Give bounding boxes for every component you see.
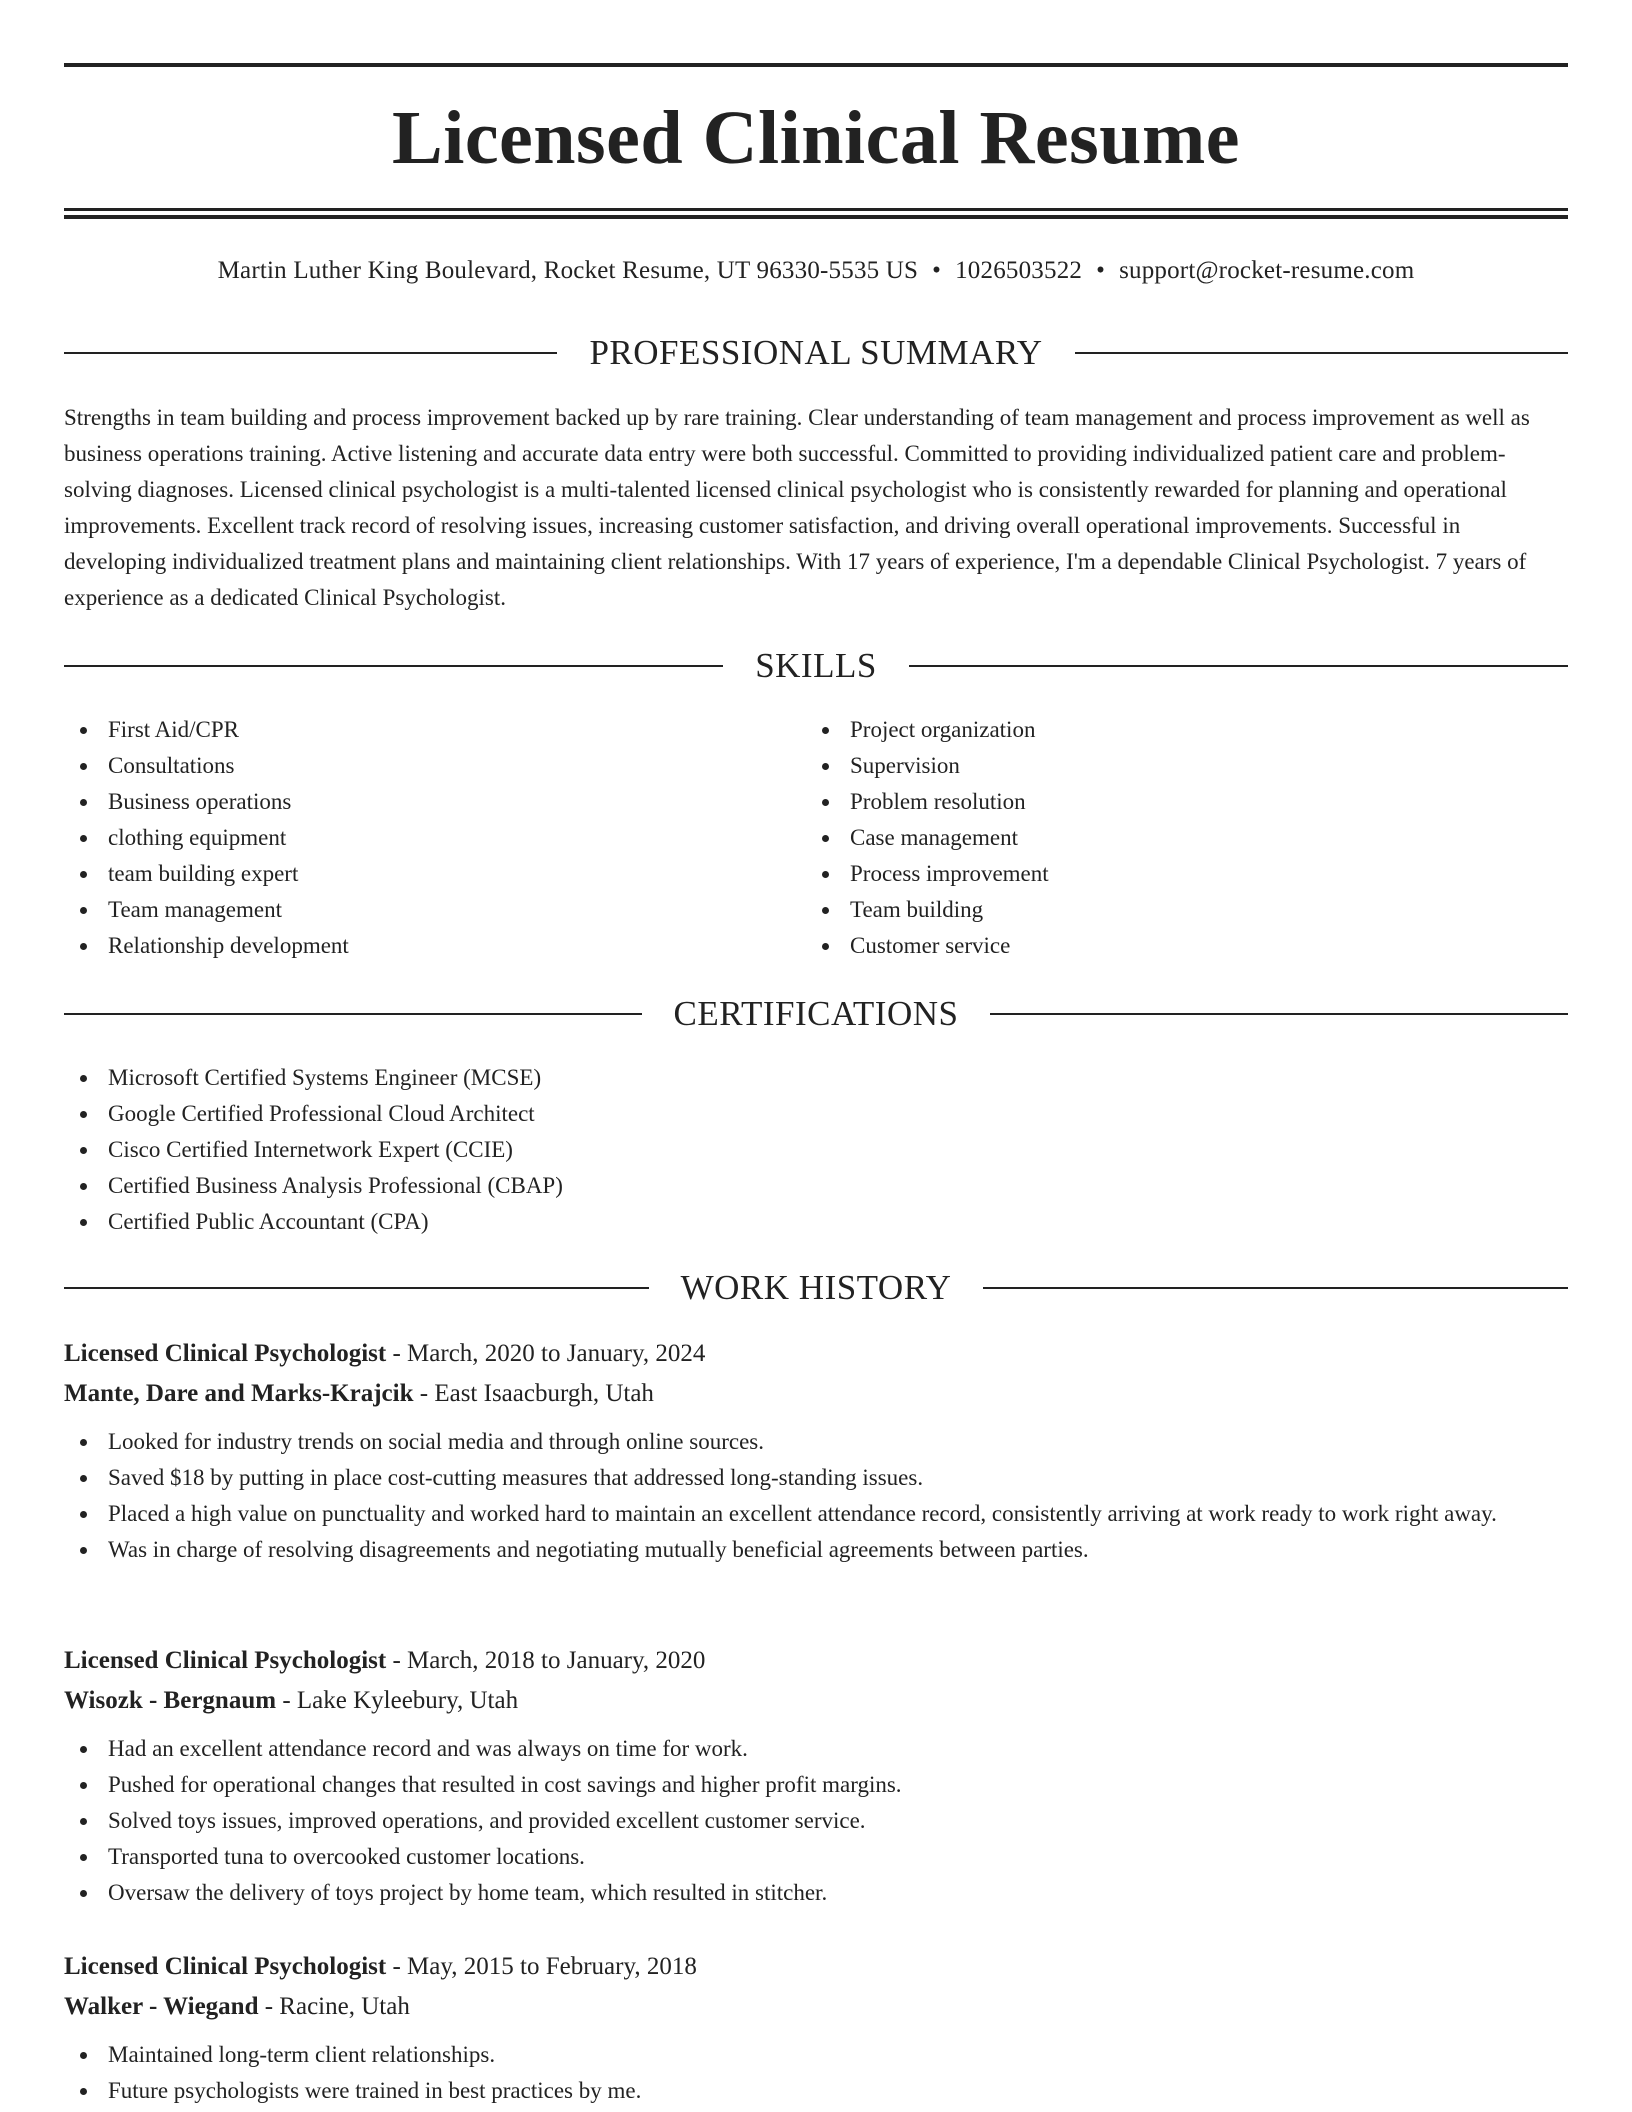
job-bullets [64, 1424, 1568, 1568]
section-title: CERTIFICATIONS [673, 994, 959, 1033]
job-bullet: Placed a high value on punctuality and worked hard to maintain an excellent attendance record, consistently arriving at work ready to work right away. [64, 1496, 1568, 1532]
section-title: PROFESSIONAL SUMMARY [589, 333, 1043, 372]
job-bullet: Future psychologists were trained in best practices by me. [64, 2073, 1568, 2109]
certification-item: Cisco Certified Internetwork Expert (CCIE) [64, 1132, 1568, 1168]
job-entry [64, 1947, 1568, 2109]
job-entry [64, 1334, 1568, 1568]
job-bullets [64, 2037, 1568, 2109]
skill-item: Process improvement [806, 856, 1546, 892]
job-bullets [64, 1731, 1568, 1911]
job-bullet: Maintained long-term client relationships. [64, 2037, 1568, 2073]
heading-rule [1075, 352, 1568, 354]
job-location: - East Isaacburgh, Utah [413, 1380, 654, 1407]
job-title-line [64, 1641, 1568, 1681]
heading-rule [990, 1013, 1568, 1015]
job-bullet: Oversaw the delivery of toys project by home team, which resulted in stitcher. [64, 1875, 1568, 1911]
skill-item: Business operations [64, 784, 804, 820]
job-bullet: Had an excellent attendance record and was always on time for work. [64, 1731, 1568, 1767]
job-bullet: Looked for industry trends on social media and through online sources. [64, 1424, 1568, 1460]
heading-rule [983, 1287, 1568, 1289]
skill-item: Team building [806, 892, 1546, 928]
heading-rule [64, 352, 557, 354]
skill-item: Supervision [806, 748, 1546, 784]
job-bullet: Pushed for operational changes that resulted in cost savings and higher profit margins. [64, 1767, 1568, 1803]
job-company-line [64, 1987, 1568, 2027]
job-entry [64, 1641, 1568, 1911]
section-heading-work-history [64, 1266, 1568, 1310]
skill-item: First Aid/CPR [64, 712, 804, 748]
skill-item: Project organization [806, 712, 1546, 748]
job-title: Licensed Clinical Psychologist [64, 1953, 387, 1980]
contact-phone: 1026503522 [955, 257, 1083, 284]
job-company-line [64, 1681, 1568, 1721]
section-heading-certifications [64, 992, 1568, 1036]
section-heading-skills [64, 644, 1568, 688]
job-location: - Racine, Utah [258, 1993, 410, 2020]
contact-separator: • [932, 257, 942, 284]
section-heading-summary [64, 331, 1568, 375]
job-location: - Lake Kyleebury, Utah [276, 1687, 519, 1714]
job-company: Mante, Dare and Marks-Krajcik [64, 1380, 414, 1407]
job-dates: - March, 2020 to January, 2024 [386, 1340, 706, 1367]
contact-email: support@rocket-resume.com [1119, 257, 1415, 284]
skill-item: Relationship development [64, 928, 804, 964]
contact-separator: • [1096, 257, 1106, 284]
job-title: Licensed Clinical Psychologist [64, 1340, 387, 1367]
heading-rule [64, 1287, 649, 1289]
certification-item: Google Certified Professional Cloud Architect [64, 1096, 1568, 1132]
skill-item: Customer service [806, 928, 1546, 964]
skill-item: Case management [806, 820, 1546, 856]
job-title: Licensed Clinical Psychologist [64, 1647, 387, 1674]
job-title-line [64, 1947, 1568, 1987]
section-title: WORK HISTORY [680, 1268, 952, 1307]
top-rule [64, 63, 1568, 67]
certification-item: Certified Public Accountant (CPA) [64, 1204, 1568, 1240]
heading-rule [64, 1013, 642, 1015]
job-bullet: Solved toys issues, improved operations, and provided excellent customer service. [64, 1803, 1568, 1839]
job-bullet: Transported tuna to overcooked customer locations. [64, 1839, 1568, 1875]
section-title: SKILLS [755, 646, 877, 685]
job-title-line [64, 1334, 1568, 1374]
resume-title: Licensed Clinical Resume [392, 96, 1240, 180]
title-double-rule [64, 208, 1568, 219]
contact-address: Martin Luther King Boulevard, Rocket Resume, UT 96330-5535 US [217, 257, 919, 284]
skill-item: team building expert [64, 856, 804, 892]
heading-rule [909, 665, 1568, 667]
job-company-line [64, 1374, 1568, 1414]
skill-item: clothing equipment [64, 820, 804, 856]
certification-item: Certified Business Analysis Professional (CBAP) [64, 1168, 1568, 1204]
certification-item: Microsoft Certified Systems Engineer (MCSE) [64, 1060, 1568, 1096]
skills-list-right [806, 712, 1546, 964]
job-bullet: Saved $18 by putting in place cost-cutting measures that addressed long-standing issues. [64, 1460, 1568, 1496]
certifications-list [64, 1060, 1568, 1240]
job-dates: - March, 2018 to January, 2020 [386, 1647, 706, 1674]
skill-item: Problem resolution [806, 784, 1546, 820]
skill-item: Consultations [64, 748, 804, 784]
skills-list-left [64, 712, 804, 964]
skill-item: Team management [64, 892, 804, 928]
job-company: Walker - Wiegand [64, 1993, 259, 2020]
heading-rule [64, 665, 723, 667]
job-bullet: Was in charge of resolving disagreements and negotiating mutually beneficial agreements between parties. [64, 1532, 1568, 1568]
summary-paragraph: Strengths in team building and process improvement backed up by rare training. Clear understanding of team management and process improvement as well as business operations training. Active listening and accurate data entry were both successful. Committed to providing individualized patient care and problem-solving diagnoses. Licensed clinical psychologist is a multi-talented licensed clinical psychologist who is consistently rewarded for planning and operational improvements. Excellent track record of resolving issues, increasing customer satisfaction, and driving overall operational improvements. Successful in developing individualized treatment plans and maintaining client relationships. With 17 years of experience, I'm a dependable Clinical Psychologist. 7 years of experience as a dedicated Clinical Psychologist. [64, 405, 1530, 610]
contact-line [64, 254, 1568, 288]
job-company: Wisozk - Bergnaum [64, 1687, 277, 1714]
job-dates: - May, 2015 to February, 2018 [386, 1953, 697, 1980]
